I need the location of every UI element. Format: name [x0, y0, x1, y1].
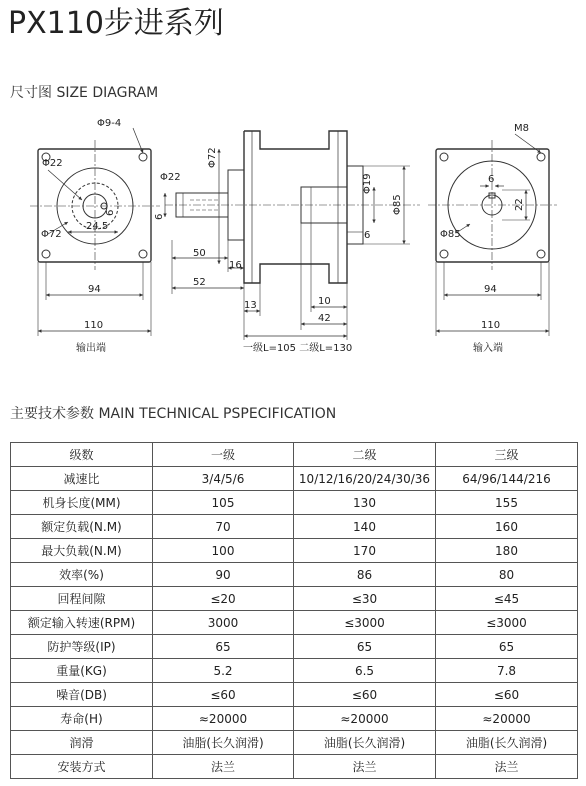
- input-end-caption: 输入端: [473, 343, 503, 354]
- value-cell: 法兰: [153, 755, 294, 779]
- table-row: [11, 635, 578, 659]
- value-cell: 7.8: [436, 659, 578, 683]
- value-cell: 6.5: [294, 659, 436, 683]
- table-row: [11, 611, 578, 635]
- row-label-cell: 效率(%): [11, 563, 153, 587]
- value-cell: 油脂(长久润滑): [436, 731, 578, 755]
- row-label-cell: 额定输入转速(RPM): [11, 611, 153, 635]
- value-cell: 100: [153, 539, 294, 563]
- value-cell: 180: [436, 539, 578, 563]
- row-label-cell: 噪音(DB): [11, 683, 153, 707]
- table-row: [11, 467, 578, 491]
- input-110-label: 110: [481, 320, 501, 331]
- table-row: [11, 683, 578, 707]
- value-cell: ≤60: [436, 683, 578, 707]
- value-cell: 65: [294, 635, 436, 659]
- side-d85-label: Φ85: [392, 194, 403, 215]
- side-d22-label: Φ22: [160, 172, 181, 183]
- table-row: [11, 563, 578, 587]
- value-cell: 105: [153, 491, 294, 515]
- value-cell: ≤20: [153, 587, 294, 611]
- table-row: [11, 707, 578, 731]
- input-94-label: 94: [484, 284, 497, 295]
- side-6-key-label: 6: [154, 213, 165, 220]
- side-view-caption: 一级L=105 二级L=130: [243, 343, 353, 354]
- side-10-label: 10: [318, 296, 331, 307]
- page-title: PX110步进系列: [8, 6, 224, 41]
- value-cell: 一级: [153, 443, 294, 467]
- input-d85-label: Φ85: [440, 229, 461, 240]
- output-6-label: 6: [105, 209, 116, 216]
- value-cell: ≤30: [294, 587, 436, 611]
- value-cell: ≤60: [294, 683, 436, 707]
- value-cell: 法兰: [294, 755, 436, 779]
- spec-heading: 主要技术参数 MAIN TECHNICAL PSPECIFICATION: [10, 406, 337, 422]
- output-d22-label: Φ22: [42, 158, 63, 169]
- value-cell: 170: [294, 539, 436, 563]
- row-label-cell: 回程间隙: [11, 587, 153, 611]
- value-cell: 法兰: [436, 755, 578, 779]
- row-label-cell: 润滑: [11, 731, 153, 755]
- input-6-label: 6: [488, 174, 495, 185]
- value-cell: ≈20000: [153, 707, 294, 731]
- size-diagram: [0, 100, 586, 365]
- value-cell: 3/4/5/6: [153, 467, 294, 491]
- value-cell: 5.2: [153, 659, 294, 683]
- row-label-cell: 防护等级(IP): [11, 635, 153, 659]
- table-row: [11, 491, 578, 515]
- side-13-label: 13: [244, 300, 257, 311]
- value-cell: 155: [436, 491, 578, 515]
- value-cell: 二级: [294, 443, 436, 467]
- value-cell: 油脂(长久润滑): [294, 731, 436, 755]
- value-cell: ≈20000: [436, 707, 578, 731]
- value-cell: 油脂(长久润滑): [153, 731, 294, 755]
- input-22-label: 22: [514, 198, 525, 211]
- value-cell: 160: [436, 515, 578, 539]
- table-header-row: [11, 443, 578, 467]
- value-cell: 65: [153, 635, 294, 659]
- row-label-cell: 机身长度(MM): [11, 491, 153, 515]
- table-row: [11, 731, 578, 755]
- value-cell: 70: [153, 515, 294, 539]
- output-24-5-label: 24.5: [86, 221, 109, 232]
- side-view: [165, 131, 420, 340]
- spec-table: [10, 442, 578, 779]
- side-50-label: 50: [193, 248, 206, 259]
- input-thread-label: M8: [514, 123, 529, 134]
- output-hole-label: Φ9-4: [97, 118, 122, 129]
- row-label-cell: 重量(KG): [11, 659, 153, 683]
- value-cell: 140: [294, 515, 436, 539]
- side-d72-label: Φ72: [207, 147, 218, 168]
- value-cell: ≤3000: [436, 611, 578, 635]
- side-6-in-label: 6: [364, 230, 371, 241]
- row-label-cell: 额定负载(N.M): [11, 515, 153, 539]
- size-diagram-heading: 尺寸图 SIZE DIAGRAM: [10, 85, 159, 101]
- table-row: [11, 539, 578, 563]
- row-label-cell: 级数: [11, 443, 153, 467]
- value-cell: 三级: [436, 443, 578, 467]
- table-row: [11, 515, 578, 539]
- row-label-cell: 安装方式: [11, 755, 153, 779]
- row-label-cell: 减速比: [11, 467, 153, 491]
- value-cell: ≈20000: [294, 707, 436, 731]
- value-cell: ≤60: [153, 683, 294, 707]
- side-d19-label: Φ19: [362, 173, 373, 194]
- value-cell: 3000: [153, 611, 294, 635]
- value-cell: ≤3000: [294, 611, 436, 635]
- value-cell: 130: [294, 491, 436, 515]
- row-label-cell: 寿命(H): [11, 707, 153, 731]
- table-row: [11, 755, 578, 779]
- output-110-label: 110: [84, 320, 104, 331]
- value-cell: 65: [436, 635, 578, 659]
- output-d72-label: Φ72: [41, 229, 62, 240]
- value-cell: 80: [436, 563, 578, 587]
- value-cell: 10/12/16/20/24/30/36: [294, 467, 436, 491]
- value-cell: ≤45: [436, 587, 578, 611]
- value-cell: 86: [294, 563, 436, 587]
- table-row: [11, 659, 578, 683]
- value-cell: 90: [153, 563, 294, 587]
- table-row: [11, 587, 578, 611]
- side-42-label: 42: [318, 313, 331, 324]
- side-52-label: 52: [193, 277, 206, 288]
- row-label-cell: 最大负载(N.M): [11, 539, 153, 563]
- output-end-caption: 输出端: [76, 343, 106, 354]
- value-cell: 64/96/144/216: [436, 467, 578, 491]
- side-16-label: 16: [229, 260, 242, 271]
- output-94-label: 94: [88, 284, 101, 295]
